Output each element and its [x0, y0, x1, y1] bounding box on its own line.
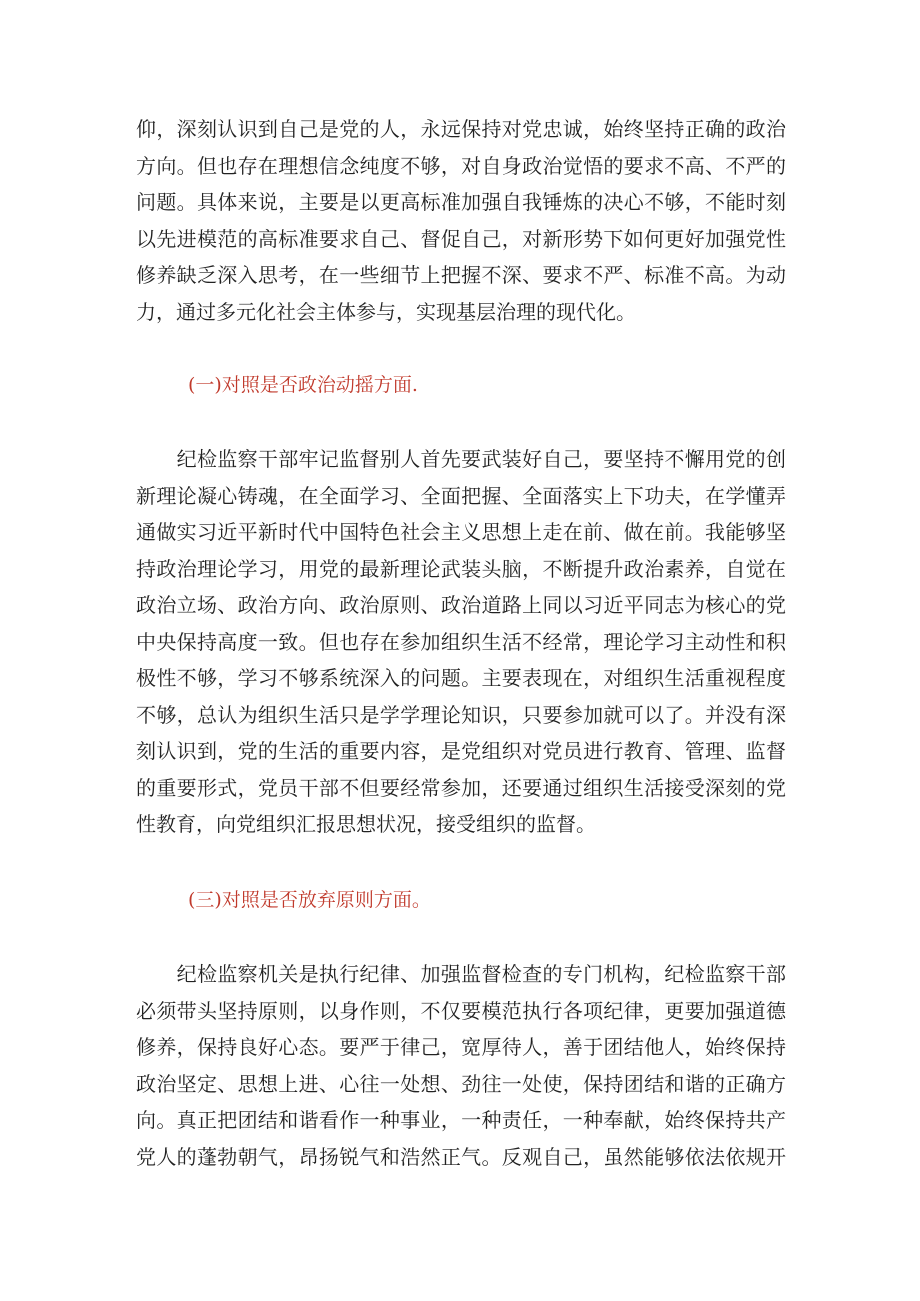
text-line: 持政治理论学习，用党的最新理论武装头脑，不断提升政治素养，自觉在	[136, 556, 786, 581]
text-line: 政治坚定、思想上进、心往一处想、劲往一处使，保持团结和谐的正确方	[136, 1071, 786, 1096]
text-line: 修养，保持良好心态。要严于律己，宽厚待人，善于团结他人，始终保持	[136, 1035, 786, 1059]
text-line: 不够，总认为组织生活只是学学理论知识，只要参加就可以了。并没有深	[136, 702, 786, 727]
text-line: 问题。具体来说，主要是以更高标准加强自我锤炼的决心不够，不能时刻	[136, 190, 786, 214]
text-line: 仰，深刻认识到自己是党的人，永远保持对党忠诚，始终坚持正确的政治	[136, 117, 786, 141]
text-line: 纪检监察机关是执行纪律、加强监督检查的专门机构，纪检监察干部	[136, 962, 786, 986]
text-line: 以先进模范的高标准要求自己、督促自己，对新形势下如何更好加强党性	[136, 226, 786, 251]
section-heading-principle: (三)对照是否放弃原则方面。	[188, 889, 431, 911]
text-line: 的重要形式，党员干部不但要经常参加，还要通过组织生活接受深刻的党	[136, 775, 786, 800]
text-line: 党人的蓬勃朝气，昂扬锐气和浩然正气。反观自己，虽然能够依法依规开	[136, 1144, 786, 1169]
text-line: 方向。但也存在理想信念纯度不够，对自身政治觉悟的要求不高、不严的	[136, 153, 786, 178]
text-line: 修养缺乏深入思考，在一些细节上把握不深、要求不严、标准不高。为动	[136, 263, 786, 287]
text-line: 性教育，向党组织汇报思想状况，接受组织的监督。	[136, 812, 596, 836]
text-line: 通做实习近平新时代中国特色社会主义思想上走在前、做在前。我能够坚	[136, 520, 786, 544]
text-line: 新理论凝心铸魂，在全面学习、全面把握、全面落实上下功夫，在学懂弄	[136, 483, 786, 508]
text-line: 力，通过多元化社会主体参与，实现基层治理的现代化。	[136, 299, 636, 324]
paragraph-intro	[136, 111, 786, 330]
text-line: 刻认识到，党的生活的重要内容，是党组织对党员进行教育、管理、监督	[136, 739, 786, 763]
section-heading-political: (一)对照是否政治动摇方面.	[188, 374, 418, 396]
text-line: 纪检监察干部牢记监督别人首先要武装好自己，要坚持不懈用党的创	[136, 447, 786, 471]
text-line: 必须带头坚持原则，以身作则，不仅要模范执行各项纪律，更要加强道德	[136, 998, 786, 1023]
text-line: 政治立场、政治方向、政治原则、政治道路上同以习近平同志为核心的党	[136, 593, 786, 617]
paragraph-principle	[136, 956, 786, 1175]
text-line: 向。真正把团结和谐看作一种事业，一种责任，一种奉献，始终保持共产	[136, 1108, 786, 1132]
text-line: 极性不够，学习不够系统深入的问题。主要表现在，对组织生活重视程度	[136, 666, 786, 690]
text-line: 中央保持高度一致。但也存在参加组织生活不经常，理论学习主动性和积	[136, 629, 786, 654]
paragraph-political	[136, 441, 786, 843]
